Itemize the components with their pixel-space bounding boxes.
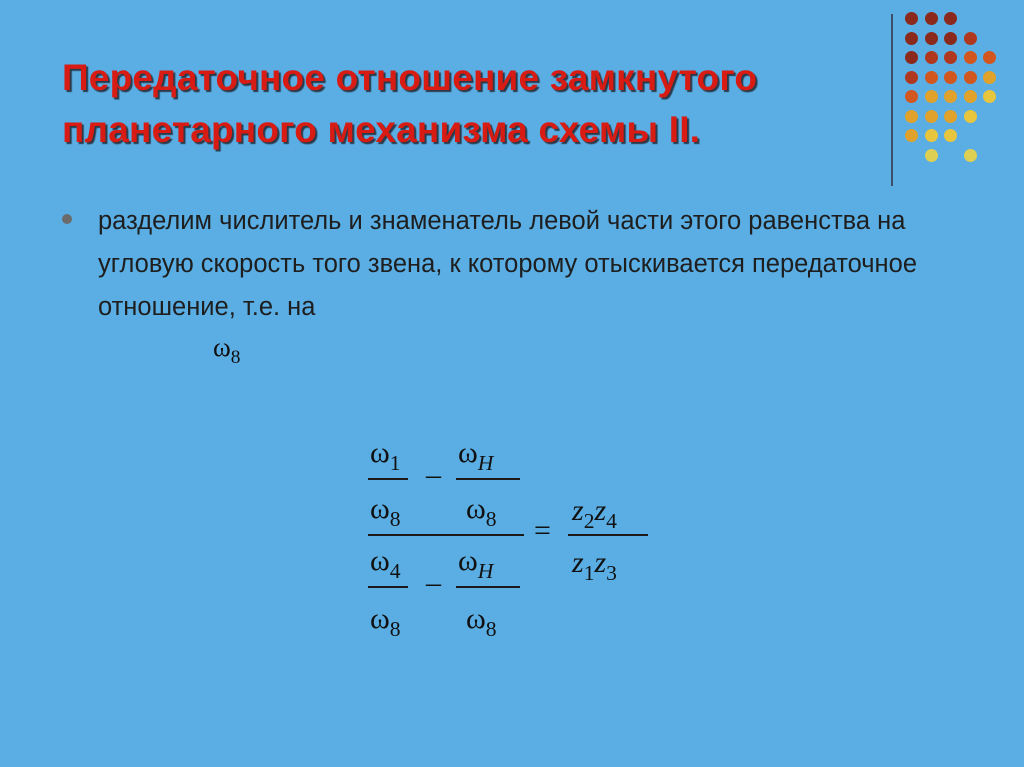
decorative-dot — [925, 110, 938, 123]
slide-title-line-2: планетарного механизма схемы II. — [62, 109, 701, 150]
decorative-dot — [944, 110, 957, 123]
decorative-dot-grid — [905, 12, 1015, 172]
fraction-bar — [456, 478, 520, 480]
decorative-dot — [925, 51, 938, 64]
decorative-dot — [944, 51, 957, 64]
minus-sign: – — [426, 458, 441, 491]
decorative-dot — [905, 129, 918, 142]
decorative-dot — [983, 51, 996, 64]
inline-omega-symbol — [213, 332, 241, 368]
rhs-fraction-bar — [568, 534, 648, 536]
omega-subscript: 8 — [230, 346, 241, 368]
slide-title — [62, 52, 882, 156]
omega-1-numerator: $\omega_1$ — [370, 436, 401, 475]
decorative-dot — [905, 71, 918, 84]
rhs-denominator: $z_1z_3$ — [572, 546, 617, 585]
decorative-dot — [944, 32, 957, 45]
decorative-dot — [964, 149, 977, 162]
decorative-dot — [925, 149, 938, 162]
decorative-dot — [905, 32, 918, 45]
bullet-text: разделим числитель и знаменатель левой части этого равенства на угловую скорость того звена, к которому отыскивается передаточное отношение, т.е. на — [98, 207, 918, 321]
fraction-bar — [456, 586, 520, 588]
decorative-dot — [925, 71, 938, 84]
minus-sign: – — [426, 566, 441, 599]
decorative-dot — [964, 51, 977, 64]
decorative-dot — [944, 129, 957, 142]
bullet-dot-icon — [62, 214, 72, 224]
decorative-dot — [964, 71, 977, 84]
omega-8-denominator: $\omega_8$ — [370, 602, 401, 641]
decorative-dot — [983, 90, 996, 103]
omega-h-numerator: $\omega_H$ — [458, 544, 494, 583]
omega-base: ω — [213, 332, 231, 362]
decorative-dot — [983, 71, 996, 84]
decorative-dot — [964, 110, 977, 123]
decorative-dot — [944, 12, 957, 25]
decorative-dot — [964, 90, 977, 103]
omega-8-denominator: $\omega_8$ — [466, 492, 497, 531]
title-divider-line — [891, 14, 893, 186]
fraction-bar — [368, 586, 408, 588]
decorative-dot — [925, 129, 938, 142]
decorative-dot — [905, 51, 918, 64]
decorative-dot — [944, 90, 957, 103]
omega-4-numerator: $\omega_4$ — [370, 544, 401, 583]
omega-8-denominator: $\omega_8$ — [466, 602, 497, 641]
decorative-dot — [944, 71, 957, 84]
slide-title-line-1: Передаточное отношение замкнутого — [62, 57, 758, 98]
decorative-dot — [925, 12, 938, 25]
main-fraction-bar — [368, 534, 524, 536]
fraction-bar — [368, 478, 408, 480]
omega-8-denominator: $\omega_8$ — [370, 492, 401, 531]
decorative-dot — [925, 90, 938, 103]
decorative-dot — [905, 90, 918, 103]
rhs-numerator: $z_2z_4$ — [572, 494, 617, 533]
decorative-dot — [925, 32, 938, 45]
omega-h-numerator: $\omega_H$ — [458, 436, 494, 475]
decorative-dot — [964, 32, 977, 45]
transmission-ratio-formula — [360, 430, 680, 650]
equals-sign: = — [534, 514, 551, 547]
decorative-dot — [905, 110, 918, 123]
decorative-dot — [905, 12, 918, 25]
